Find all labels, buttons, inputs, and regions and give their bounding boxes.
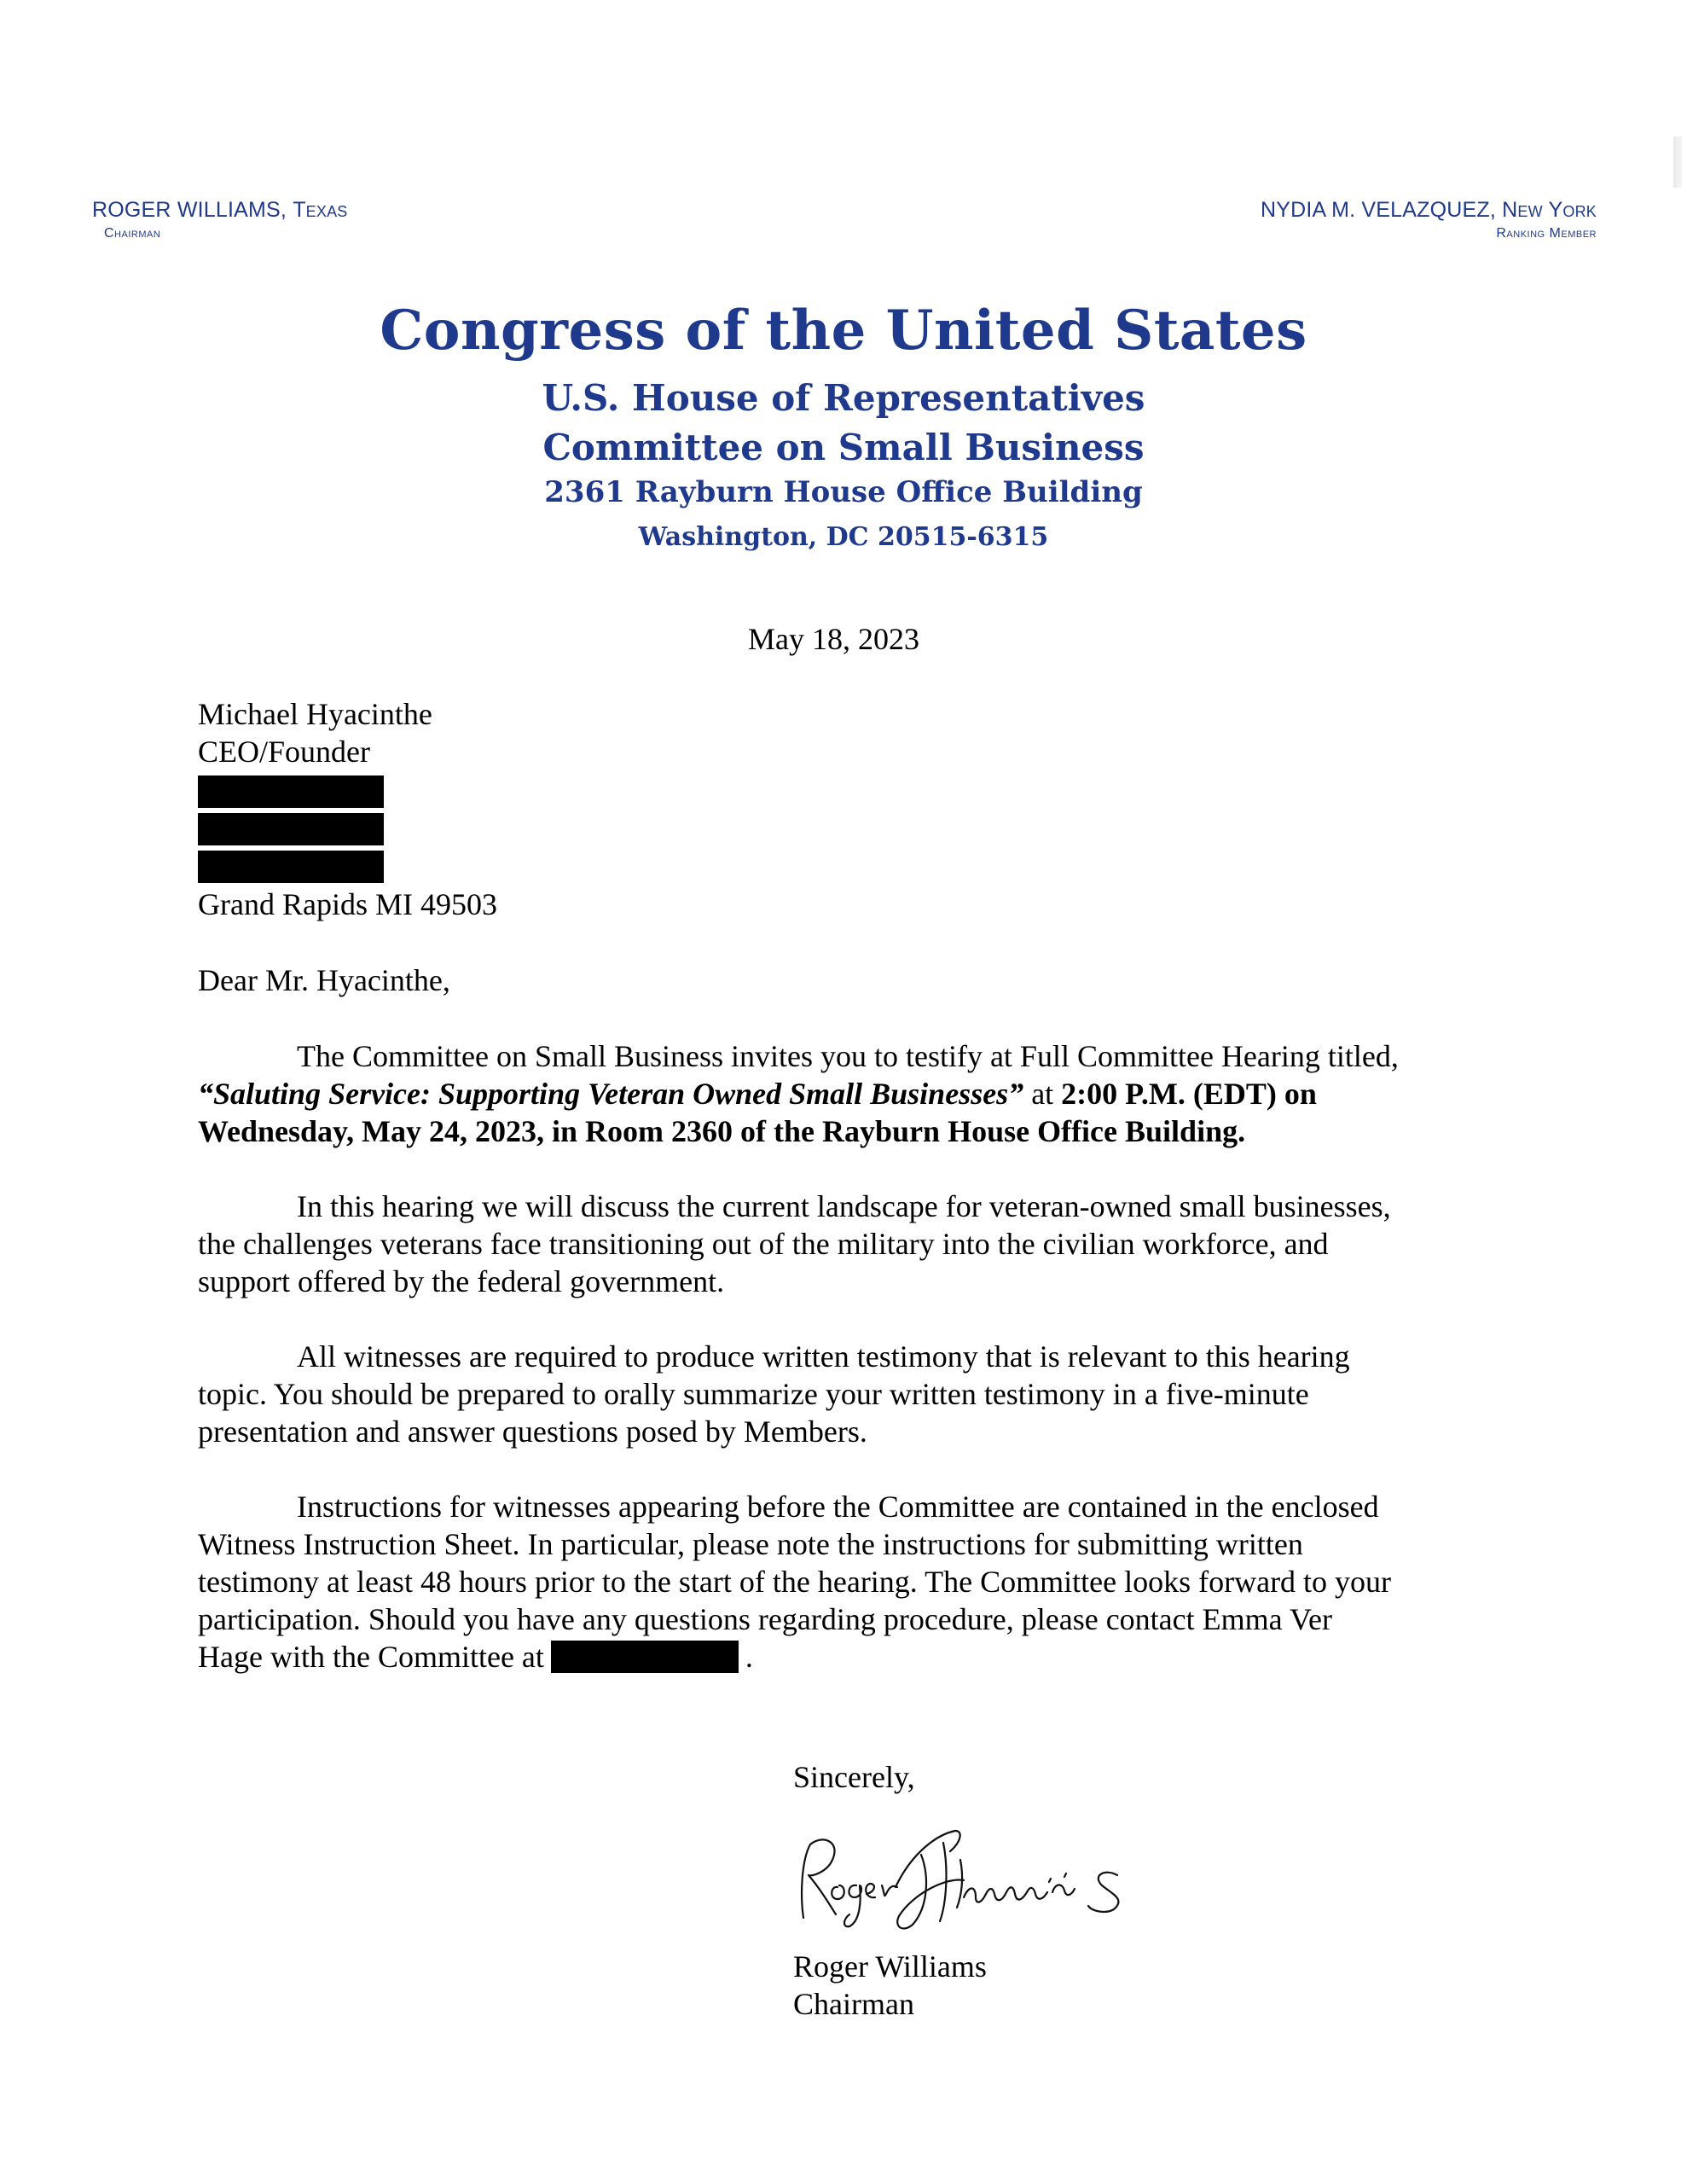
ranking-member-name-text: NYDIA M. VELAZQUEZ, bbox=[1260, 198, 1503, 222]
chairman-name-text: ROGER WILLIAMS, bbox=[92, 198, 293, 222]
paragraph-line: In this hearing we will discuss the current landscape for veteran-owned small businesses, bbox=[297, 1189, 1391, 1223]
signer-title: Chairman bbox=[793, 1987, 914, 2021]
recipient-name: Michael Hyacinthe bbox=[198, 697, 432, 731]
paragraph-line: Instructions for witnesses appearing before the Committee are contained in the enclosed bbox=[297, 1490, 1379, 1524]
chairman-block bbox=[92, 198, 347, 241]
paragraph-text: at bbox=[1023, 1077, 1062, 1111]
paragraph-line bbox=[198, 1075, 1528, 1112]
masthead-house: U.S. House of Representatives bbox=[542, 377, 1145, 419]
paragraph-line: topic. You should be prepared to orally summarize your written testimony in a five-minute bbox=[198, 1377, 1309, 1411]
masthead-congress: Congress of the United States bbox=[380, 299, 1307, 363]
hearing-time: 2:00 P.M. (EDT) on bbox=[1061, 1077, 1317, 1111]
paragraph-testimony bbox=[198, 1338, 1528, 1450]
paragraph-line: testimony at least 48 hours prior to the start of the hearing. The Committee looks forward to your bbox=[198, 1565, 1392, 1599]
paragraph-line: support offered by the federal government. bbox=[198, 1264, 725, 1298]
contact-period: . bbox=[745, 1640, 753, 1674]
masthead-building: 2361 Rayburn House Office Building bbox=[544, 475, 1143, 509]
chairman-state: Texas bbox=[293, 198, 348, 222]
ranking-member-role: Ranking Member bbox=[1496, 226, 1597, 241]
chairman-role: Chairman bbox=[104, 226, 161, 241]
paragraph-instructions bbox=[198, 1488, 1528, 1676]
paragraph-line: the challenges veterans face transitioning out of the military into the civilian workforce, and bbox=[198, 1227, 1329, 1261]
paragraph-line: The Committee on Small Business invites you to testify at Full Committee Hearing titled, bbox=[297, 1039, 1399, 1073]
hearing-title: “Saluting Service: Supporting Veteran Owned Small Businesses” bbox=[198, 1077, 1024, 1111]
ranking-member-name bbox=[1261, 198, 1597, 223]
redacted-address-line-2 bbox=[198, 813, 384, 845]
hearing-date-location: Wednesday, May 24, 2023, in Room 2360 of the Rayburn House Office Building. bbox=[198, 1114, 1246, 1148]
recipient-title: CEO/Founder bbox=[198, 735, 370, 769]
masthead-committee: Committee on Small Business bbox=[542, 427, 1145, 468]
scan-edge-mark bbox=[1673, 136, 1682, 188]
paragraph-line: presentation and answer questions posed by Members. bbox=[198, 1414, 867, 1449]
redacted-address-line-1 bbox=[198, 775, 384, 808]
paragraph-line: All witnesses are required to produce written testimony that is relevant to this hearing bbox=[297, 1339, 1350, 1374]
ranking-member-block bbox=[1261, 198, 1597, 241]
ranking-member-state: New York bbox=[1502, 198, 1597, 222]
paragraph-invitation bbox=[198, 1037, 1528, 1150]
contact-text: Hage with the Committee at bbox=[198, 1640, 544, 1674]
paragraph-line: participation. Should you have any questions regarding procedure, please contact Emma Ver bbox=[198, 1602, 1332, 1636]
redacted-contact bbox=[551, 1641, 739, 1673]
signer-name: Roger Williams bbox=[793, 1949, 987, 1984]
letter-date: May 18, 2023 bbox=[748, 622, 919, 656]
signature-image bbox=[793, 1826, 1151, 1937]
redacted-address-line-3 bbox=[198, 851, 384, 883]
masthead-city: Washington, DC 20515-6315 bbox=[638, 522, 1049, 552]
paragraph-line bbox=[198, 1638, 1528, 1676]
paragraph-hearing-topic bbox=[198, 1188, 1528, 1300]
recipient-city-line: Grand Rapids MI 49503 bbox=[198, 887, 497, 921]
salutation: Dear Mr. Hyacinthe, bbox=[198, 963, 450, 997]
chairman-name bbox=[92, 198, 347, 223]
paragraph-line: Witness Instruction Sheet. In particular, please note the instructions for submitting written bbox=[198, 1527, 1303, 1561]
closing: Sincerely, bbox=[793, 1760, 915, 1794]
